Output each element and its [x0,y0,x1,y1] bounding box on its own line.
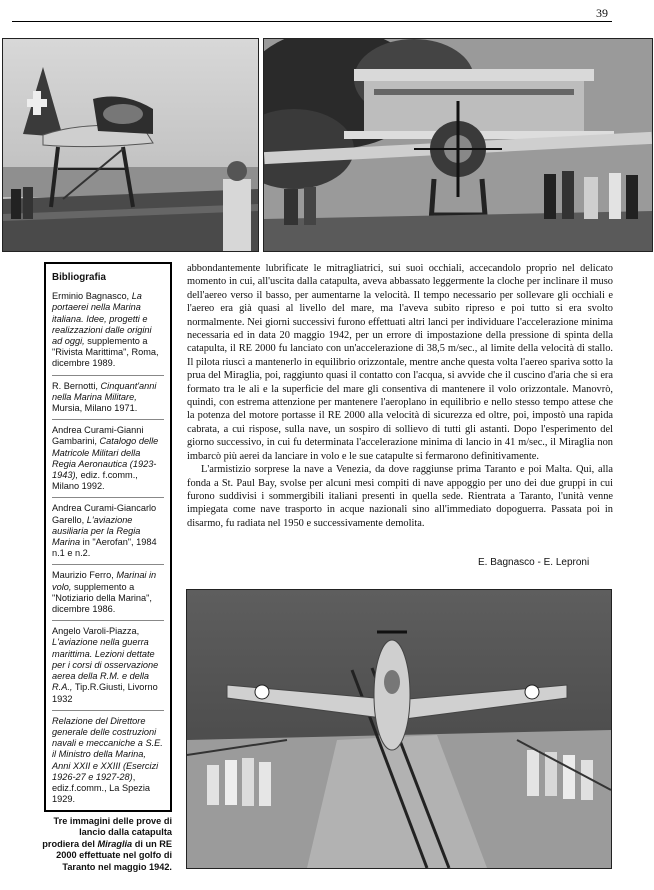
bib-details: Mursia, Milano 1971. [52,403,138,414]
bib-title: L'aviazione ausiliaria per la Regia Marina [52,514,141,548]
article-paragraph: L'armistizio sorprese la nave a Venezia, da dove raggiunse prima Taranto e poi Malta. Qui, alla fonda a St. Paul Bay, svolse per alcuni mesi compiti di nave appoggio per uno dei due gruppi in cui furono suddivisi i sommergibili italiani presenti in quella sede. Rientrata a Taranto, l'unità venne impiegata come nave trasporto in acque nazionali sino all'immediato dopoguerra. Passata poi in disarmo, fu radiata nel 1950 e successivamente demolita. [187,464,613,529]
bibliography-entry [52,570,164,621]
photo-caption [40,816,172,873]
header-rule [12,21,612,22]
bibliography-entry [52,626,164,710]
bib-title: La portaerei nella Marina italiana. Idee, progetti e realizzazioni dalle origini ad oggi, [52,291,152,347]
article-body [187,262,613,530]
bib-author: Andrea Curami-Giancarlo Garello, [52,503,157,525]
bibliography-title: Bibliografia [52,272,106,283]
bib-author: Angelo Varoli-Piazza, [52,626,140,637]
bibliography-box [44,262,172,812]
bibliography-entry [52,503,164,565]
bib-title: L'aviazione nella guerra marittima. Lezioni dettate per i corsi di osservazione aerea della R.M. e della R.A., [52,637,159,693]
bibliography-entry [52,291,164,375]
bib-details: Tip.R.Giusti, Livorno 1932 [52,682,158,704]
bib-title: Cinquant'anni nella Marina Militare, [52,380,157,402]
bib-author: Erminio Bagnasco, [52,291,130,302]
bib-details: ediz. f.comm., Milano 1992. [52,470,138,492]
bib-title: Marinai in volo, [52,570,157,592]
bibliography-entry [52,425,164,498]
caption-ship-name: Miraglia [97,838,133,849]
bib-details: supplemento a "Rivista Marittima", Roma, dicembre 1989. [52,336,159,369]
bib-author: Andrea Curami-Gianni Gambarini, [52,425,144,447]
photo-top-left [2,38,259,252]
bib-author: R. Bernotti, [52,380,98,391]
bib-details: , ediz.f.comm., La Spezia 1929. [52,771,151,805]
bib-title: Relazione del Direttore generale delle costruzioni navali e meccaniche a S.E. il Ministro della Marina, Anni XXII e XXIII (Esercizi 1926-27 e 1927-28) [52,715,163,782]
bibliography-entry [52,381,164,421]
bib-title: Catalogo delle Matricole Militari della Regia Aeronautica (1923-1943), [52,436,159,481]
caption-text: di un RE 2000 effettuate nel golfo di Taranto nel maggio 1942. [56,838,172,872]
bib-details: in "Aerofan", 1984 n.1 e n.2. [52,537,157,559]
page-number: 39 [596,6,608,20]
bib-details: supplemento a "Notiziario della Marina", dicembre 1986. [52,581,152,615]
photo-top-right [263,38,653,252]
bib-author: Maurizio Ferro, [52,570,114,581]
bibliography-entry [52,716,164,811]
article-paragraph: abbondantemente lubrificate le mitragliatrici, sui suoi occhiali, accecandolo proprio nel delicato momento in cui, all'uscita dalla catapulta, aveva abbassato leggermente la cloche per inclinare il muso dell'aereo verso il basso, per aumentarne la velocità. Il tempo necessario per sollevare gli occhiali e l'aereo era già quasi al livello del mare, ma l'aveva subito ripreso e poi tutto si era svolto normalmente. Nei giorni successivi furono effettuati altri lanci per individuare l'accelerazione minima necessaria ed in data 20 maggio 1942, per un errore di impostazione della pressione di spinta della catapulta, il RE 2000 fu lanciato con un'accelerazione di 38,5 m/sec., al limite della velocità di stallo. Il pilota riuscì a mantenerlo in equilibrio orizzontale, mentre anche questa volta l'aereo spariva sotto la prua del Miraglia, poi, raggiunto quasi il contatto con l'acqua, si avvide che il cuscino d'aria che si era formato tra le ali e la superficie del mare gli consentiva di mantenere il volo orizzontale. Manovrò, quindi, con estrema attenzione per mantenere l'aeroplano in equilibrio e nello stesso tempo attese che la potenza del motore portasse il RE 2000 alla velocità di sicurezza ed oltre, poi, impostò una rapida cabrata, a cui rispose, sulla nave, un sospiro di sollievo di tutti gli astanti. Dopo l'esperimento del giorno successivo, in cui fu determinata l'accelerazione minima di lancio in 41 m/sec., il Miraglia non imbarcò più aerei da lanciare in volo e le sue catapulte si fermarono definitivamente. [187,263,614,462]
caption-text: Tre immagini delle prove di lancio dalla catapulta prodiera del [42,816,172,849]
photo-bottom [186,589,612,869]
author-signature: E. Bagnasco - E. Leproni [478,557,590,568]
